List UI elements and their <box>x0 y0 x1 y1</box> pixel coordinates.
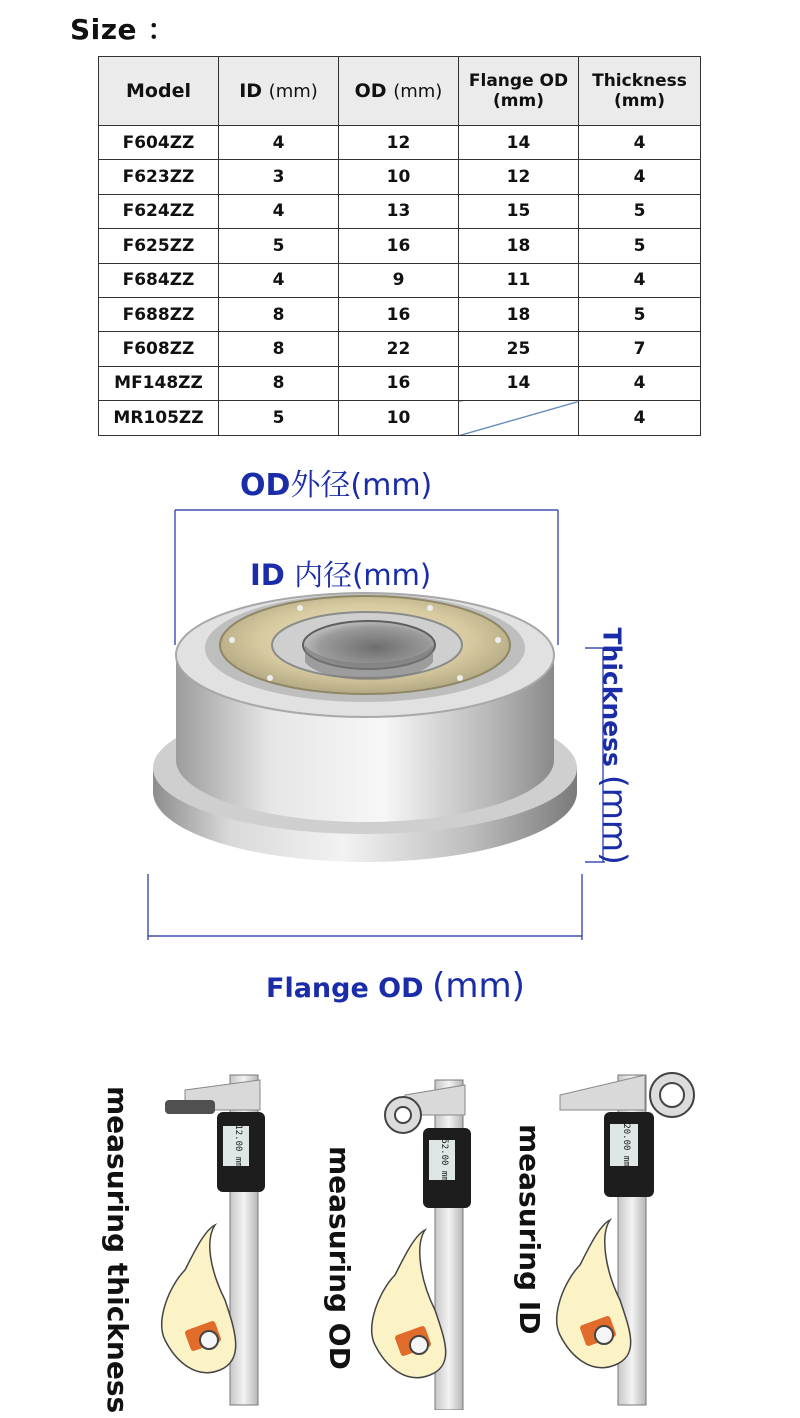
cell-flange-od: 12 <box>459 160 579 194</box>
cell-od: 16 <box>339 366 459 400</box>
cell-od: 9 <box>339 263 459 297</box>
caption-measuring-id: measuring ID <box>513 1124 546 1335</box>
cell-id: 5 <box>219 229 339 263</box>
cell-model: F624ZZ <box>99 194 219 228</box>
cell-od: 13 <box>339 194 459 228</box>
cell-flange-od: 11 <box>459 263 579 297</box>
table-row <box>99 194 701 228</box>
cell-thickness: 5 <box>579 194 701 228</box>
table-row <box>99 263 701 297</box>
cell-od: 16 <box>339 297 459 331</box>
readout-id: 20.00 mm <box>621 1123 631 1167</box>
flange-od-label: Flange OD (mm) <box>266 966 525 1006</box>
cell-id: 8 <box>219 332 339 366</box>
size-title: Size ： <box>70 13 176 46</box>
cell-model: F623ZZ <box>99 160 219 194</box>
table-row <box>99 366 701 400</box>
caption-measuring-thickness: measuring thickness <box>101 1086 134 1414</box>
cell-id: 5 <box>219 401 339 435</box>
id-label: ID 内径(mm) <box>250 558 432 592</box>
cell-id: 3 <box>219 160 339 194</box>
cell-thickness: 5 <box>579 229 701 263</box>
cell-flange-od: 18 <box>459 297 579 331</box>
cell-thickness: 4 <box>579 126 701 160</box>
cell-id: 4 <box>219 263 339 297</box>
header-id: ID (mm) <box>219 57 339 126</box>
header-thickness: Thickness (mm) <box>579 57 701 126</box>
table-row <box>99 332 701 366</box>
table-row <box>99 160 701 194</box>
cell-id: 4 <box>219 194 339 228</box>
cell-model: MF148ZZ <box>99 366 219 400</box>
readout-thickness: 12.00 mm <box>233 1124 243 1168</box>
cell-flange-od: 15 <box>459 194 579 228</box>
table-header-row <box>99 57 701 126</box>
cell-model: F608ZZ <box>99 332 219 366</box>
table-row <box>99 401 701 435</box>
cell-od: 22 <box>339 332 459 366</box>
caption-measuring-od: measuring OD <box>323 1146 356 1370</box>
table-row <box>99 126 701 160</box>
header-flange-od: Flange OD (mm) <box>459 57 579 126</box>
header-od: OD (mm) <box>339 57 459 126</box>
table-row <box>99 297 701 331</box>
cell-model: F604ZZ <box>99 126 219 160</box>
cell-flange-od: 14 <box>459 126 579 160</box>
od-label: OD外径(mm) <box>240 468 433 503</box>
cell-model: F684ZZ <box>99 263 219 297</box>
cell-id: 8 <box>219 366 339 400</box>
header-model: Model <box>99 57 219 126</box>
cell-model: MR105ZZ <box>99 401 219 435</box>
bearing-diagram <box>0 440 800 1040</box>
cell-flange-od: 25 <box>459 332 579 366</box>
caliper-od <box>372 1080 471 1410</box>
flange-dimension-line <box>148 874 582 940</box>
cell-thickness: 5 <box>579 297 701 331</box>
cell-od: 10 <box>339 401 459 435</box>
cell-flange-od: 18 <box>459 229 579 263</box>
table-row <box>99 229 701 263</box>
bearing-image <box>153 593 577 862</box>
readout-od: 52.00 mm <box>439 1138 449 1182</box>
cell-od: 12 <box>339 126 459 160</box>
bearing-size-table <box>98 56 701 436</box>
cell-model: F688ZZ <box>99 297 219 331</box>
cell-od: 16 <box>339 229 459 263</box>
cell-thickness: 4 <box>579 366 701 400</box>
cell-thickness: 4 <box>579 160 701 194</box>
cell-flange-od-empty <box>459 401 579 435</box>
cell-thickness: 4 <box>579 401 701 435</box>
cell-od: 10 <box>339 160 459 194</box>
cell-thickness: 4 <box>579 263 701 297</box>
cell-flange-od: 14 <box>459 366 579 400</box>
cell-model: F625ZZ <box>99 229 219 263</box>
cell-id: 8 <box>219 297 339 331</box>
caliper-id <box>557 1073 694 1405</box>
cell-thickness: 7 <box>579 332 701 366</box>
cell-id: 4 <box>219 126 339 160</box>
caliper-thickness <box>162 1075 265 1405</box>
